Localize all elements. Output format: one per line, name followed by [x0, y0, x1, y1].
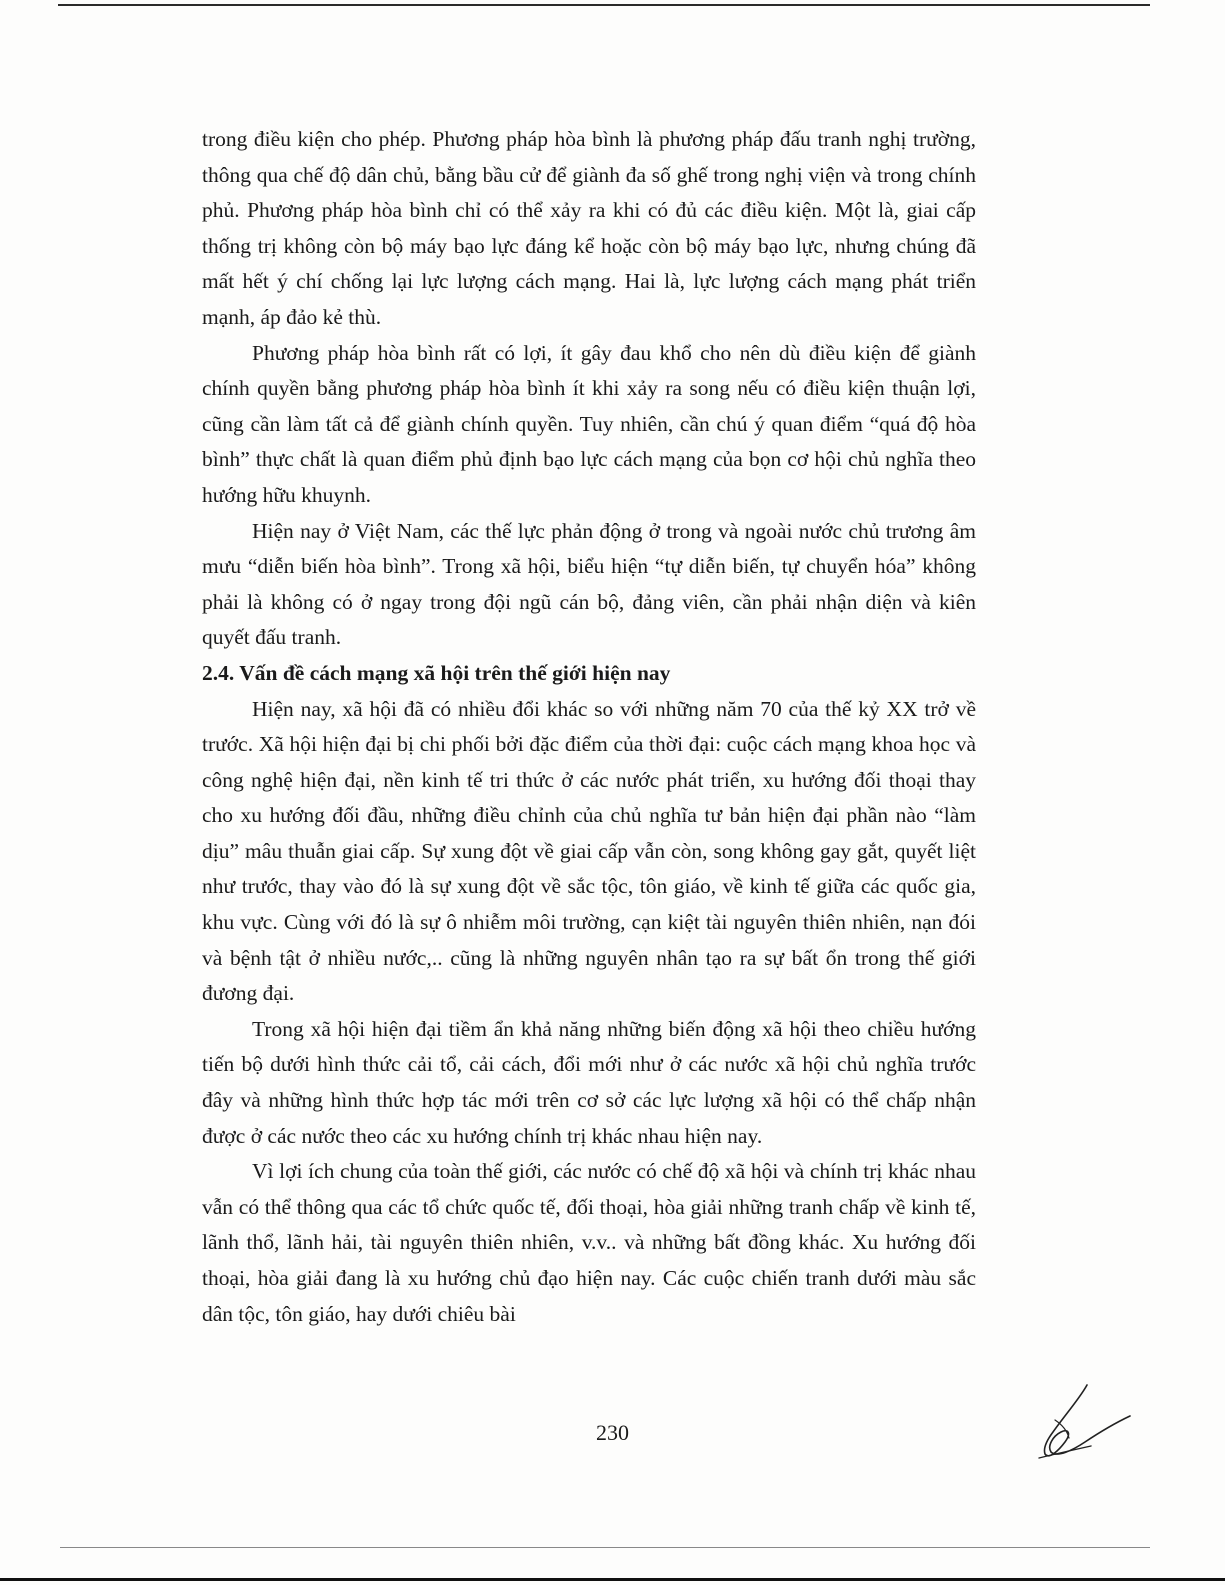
- paragraph-vietnam: Hiện nay ở Việt Nam, các thế lực phản động ở trong và ngoài nước chủ trương âm mưu “diễn biến hòa bình”. Trong xã hội, biểu hiện “tự diễn biến, tự chuyển hóa” không phải là không có ở ngay trong đội ngũ cán bộ, đảng viên, cần phải nhận diện và kiên quyết đấu tranh.: [202, 518, 976, 650]
- handwritten-signature: [1025, 1380, 1135, 1470]
- paragraph-reform: Trong xã hội hiện đại tiềm ẩn khả năng những biến động xã hội theo chiều hướng tiến bộ dưới hình thức cải tổ, cải cách, đổi mới như ở các nước xã hội chủ nghĩa trước đây và những hình thức hợp tác mới trên cơ sở các lực lượng xã hội có thể chấp nhận được ở các nước theo các xu hướng chính trị khác nhau hiện nay.: [202, 1016, 976, 1148]
- page-number: 230: [596, 1420, 629, 1445]
- page-body: [202, 122, 976, 1332]
- top-scan-edge: [58, 4, 1150, 6]
- paragraph-peaceful-method: Phương pháp hòa bình rất có lợi, ít gây đau khổ cho nên dù điều kiện để giành chính quyền bằng phương pháp hòa bình ít khi xảy ra song nếu có điều kiện thuận lợi, cũng cần làm tất cả để giành chính quyền. Tuy nhiên, cần chú ý quan điểm “quá độ hòa bình” thực chất là quan điểm phủ định bạo lực cách mạng của bọn cơ hội chủ nghĩa theo hướng hữu khuynh.: [202, 340, 976, 507]
- paragraph-dialogue: Vì lợi ích chung của toàn thế giới, các nước có chế độ xã hội và chính trị khác nhau vẫn có thể thông qua các tổ chức quốc tế, đối thoại, hòa giải những tranh chấp về kinh tế, lãnh thổ, lãnh hải, tài nguyên thiên nhiên, v.v.. và những bất đồng khác. Xu hướng đối thoại, hòa giải đang là xu hướng chủ đạo hiện nay. Các cuộc chiến tranh dưới màu sắc dân tộc, tôn giáo, hay dưới chiêu bài: [202, 1159, 976, 1326]
- section-heading: 2.4. Vấn đề cách mạng xã hội trên thế giới hiện nay: [202, 660, 671, 685]
- bottom-scan-edge: [0, 1578, 1225, 1581]
- bottom-scan-edge-thin: [60, 1547, 1150, 1548]
- paragraph-modern-society: Hiện nay, xã hội đã có nhiều đổi khác so với những năm 70 của thế kỷ XX trở về trước. Xã hội hiện đại bị chi phối bởi đặc điểm của thời đại: cuộc cách mạng khoa học và công nghệ hiện đại, nền kinh tế tri thức ở các nước phát triển, xu hướng đối thoại thay cho xu hướng đối đầu, những điều chỉnh của chủ nghĩa tư bản hiện đại phần nào “làm dịu” mâu thuẫn giai cấp. Sự xung đột về giai cấp vẫn còn, song không gay gắt, quyết liệt như trước, thay vào đó là sự xung đột về sắc tộc, tôn giáo, về kinh tế giữa các quốc gia, khu vực. Cùng với đó là sự ô nhiễm môi trường, cạn kiệt tài nguyên thiên nhiên, nạn đói và bệnh tật ở nhiều nước,.. cũng là những nguyên nhân tạo ra sự bất ổn trong thế giới đương đại.: [202, 696, 976, 1006]
- paragraph-continued: trong điều kiện cho phép. Phương pháp hòa bình là phương pháp đấu tranh nghị trường, thông qua chế độ dân chủ, bằng bầu cử để giành đa số ghế trong nghị viện và trong chính phủ. Phương pháp hòa bình chỉ có thể xảy ra khi có đủ các điều kiện. Một là, giai cấp thống trị không còn bộ máy bạo lực đáng kể hoặc còn bộ máy bạo lực, nhưng chúng đã mất hết ý chí chống lại lực lượng cách mạng. Hai là, lực lượng cách mạng phát triển mạnh, áp đảo kẻ thù.: [202, 127, 976, 329]
